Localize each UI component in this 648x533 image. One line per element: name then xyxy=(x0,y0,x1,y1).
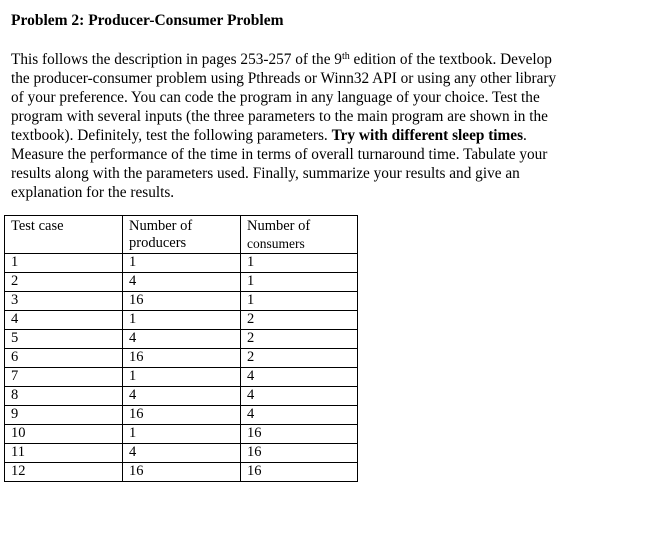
header-test-case: Test case xyxy=(5,216,123,254)
cell-consumers: 1 xyxy=(241,273,358,292)
table-row xyxy=(5,406,358,425)
cell-test-case: 9 xyxy=(5,406,123,425)
cell-test-case: 11 xyxy=(5,444,123,463)
cell-producers: 16 xyxy=(123,292,241,311)
table-row xyxy=(5,292,358,311)
cell-consumers: 16 xyxy=(241,425,358,444)
cell-consumers: 1 xyxy=(241,292,358,311)
cell-consumers: 4 xyxy=(241,406,358,425)
cell-test-case: 1 xyxy=(5,254,123,273)
table-row xyxy=(5,368,358,387)
table-row xyxy=(5,387,358,406)
cell-producers: 16 xyxy=(123,463,241,482)
description-line-7: results along with the parameters used. Finally, summarize your results and give an xyxy=(11,165,520,182)
cell-consumers: 4 xyxy=(241,368,358,387)
cell-test-case: 12 xyxy=(5,463,123,482)
cell-test-case: 2 xyxy=(5,273,123,292)
problem-description xyxy=(11,50,611,202)
table-row xyxy=(5,330,358,349)
cell-producers: 4 xyxy=(123,273,241,292)
description-line-5: textbook). Definitely, test the following parameters. Try with different sleep times. xyxy=(11,127,527,144)
cell-consumers: 2 xyxy=(241,349,358,368)
table-row xyxy=(5,425,358,444)
cell-producers: 1 xyxy=(123,425,241,444)
cell-producers: 1 xyxy=(123,254,241,273)
description-line-8: explanation for the results. xyxy=(11,184,175,201)
cell-producers: 4 xyxy=(123,330,241,349)
cell-consumers: 16 xyxy=(241,444,358,463)
cell-test-case: 8 xyxy=(5,387,123,406)
cell-consumers: 2 xyxy=(241,311,358,330)
header-number-of-consumers: Number of consumers xyxy=(241,216,358,254)
table-row xyxy=(5,273,358,292)
table-row xyxy=(5,444,358,463)
cell-test-case: 4 xyxy=(5,311,123,330)
table-row xyxy=(5,463,358,482)
cell-producers: 1 xyxy=(123,368,241,387)
problem-title: Problem 2: Producer-Consumer Problem xyxy=(11,12,284,29)
cell-consumers: 16 xyxy=(241,463,358,482)
cell-test-case: 5 xyxy=(5,330,123,349)
cell-producers: 4 xyxy=(123,444,241,463)
cell-producers: 1 xyxy=(123,311,241,330)
cell-producers: 4 xyxy=(123,387,241,406)
cell-test-case: 6 xyxy=(5,349,123,368)
table-body xyxy=(5,254,358,482)
cell-test-case: 3 xyxy=(5,292,123,311)
cell-producers: 16 xyxy=(123,406,241,425)
table-row xyxy=(5,254,358,273)
table-header-row xyxy=(5,216,358,254)
description-line-2: the producer-consumer problem using Pthreads or Winn32 API or using any other library xyxy=(11,70,557,87)
parameters-table xyxy=(4,215,358,482)
description-line-3: of your preference. You can code the program in any language of your choice. Test the xyxy=(11,89,540,106)
description-line-6: Measure the performance of the time in terms of overall turnaround time. Tabulate your xyxy=(11,146,548,163)
cell-test-case: 7 xyxy=(5,368,123,387)
table-row xyxy=(5,311,358,330)
cell-consumers: 2 xyxy=(241,330,358,349)
cell-consumers: 1 xyxy=(241,254,358,273)
superscript-th: th xyxy=(341,51,350,62)
cell-consumers: 4 xyxy=(241,387,358,406)
emphasis-sleep-times: Try with different sleep times xyxy=(331,127,524,144)
cell-test-case: 10 xyxy=(5,425,123,444)
header-number-of-producers: Number of producers xyxy=(123,216,241,254)
description-line-1: This follows the description in pages 253-257 of the 9th edition of the textbook. Develop xyxy=(11,51,552,68)
cell-producers: 16 xyxy=(123,349,241,368)
table-row xyxy=(5,349,358,368)
description-line-4: program with several inputs (the three parameters to the main program are shown in the xyxy=(11,108,548,125)
